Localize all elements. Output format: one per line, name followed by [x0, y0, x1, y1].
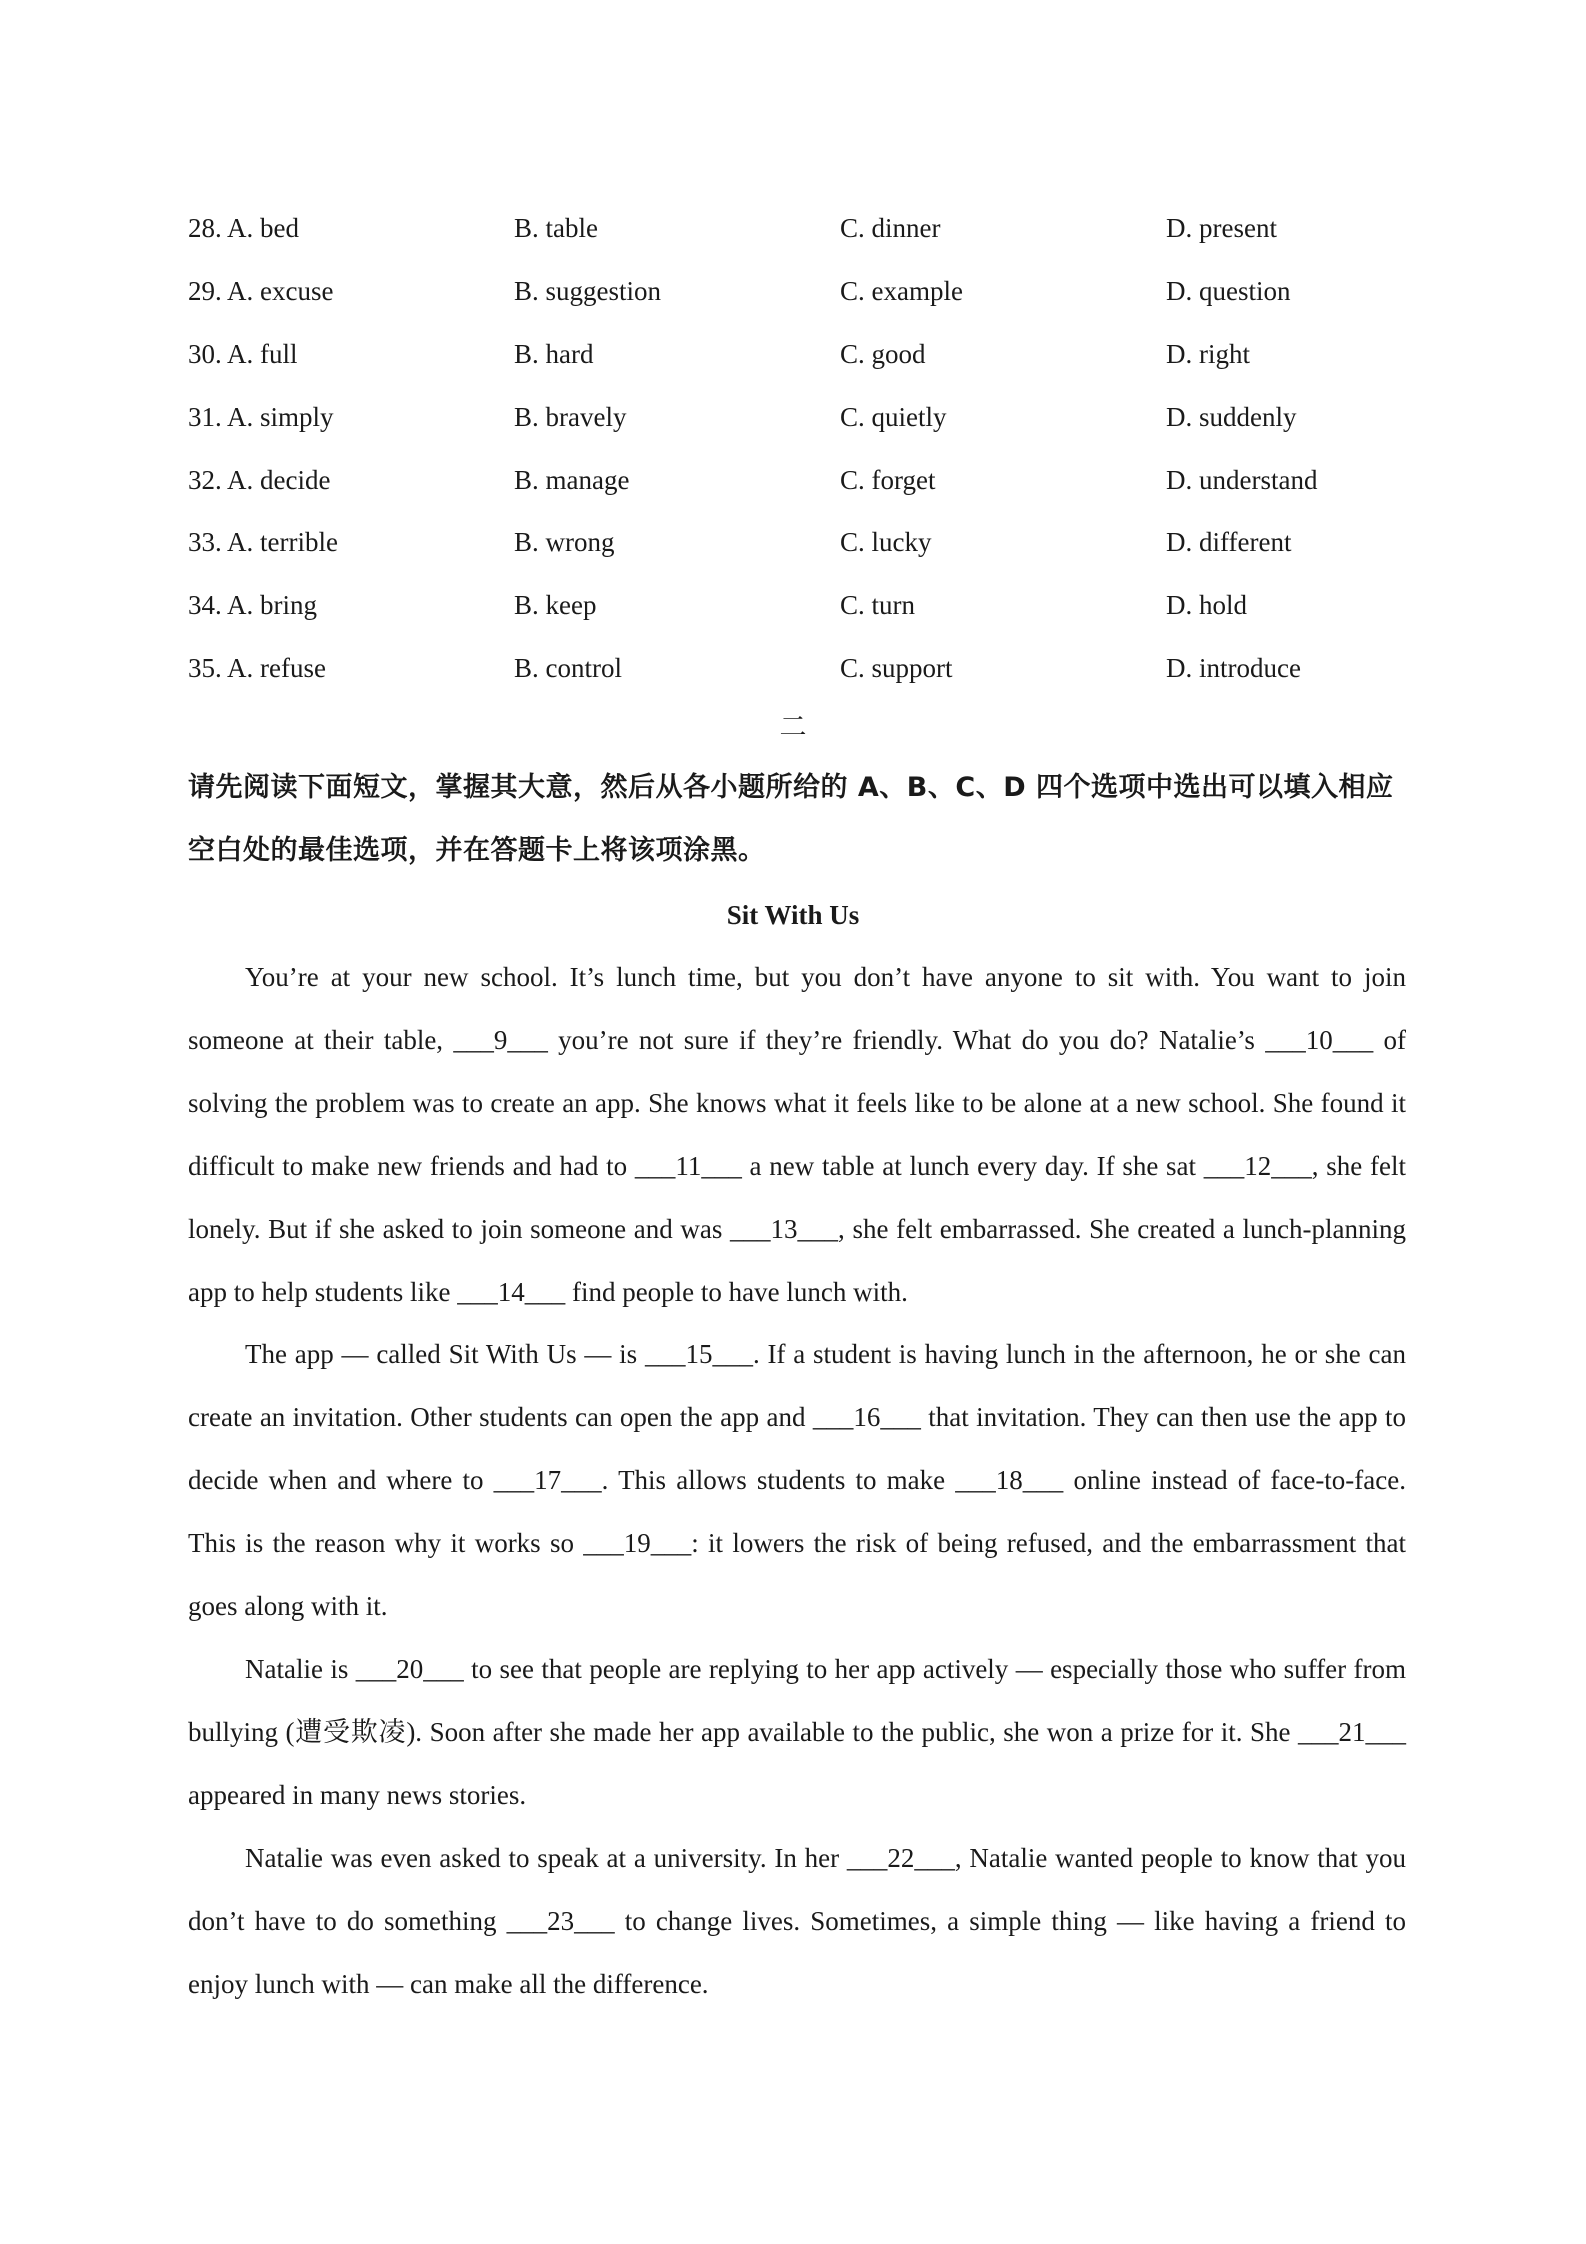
option-a: 33. A. terrible: [188, 527, 338, 558]
option-a: 28. A. bed: [188, 213, 299, 243]
answer-options-table: [188, 197, 1418, 700]
option-a: 32. A. decide: [188, 464, 331, 495]
option-c: C. turn: [840, 590, 916, 621]
option-c: C. support: [840, 653, 953, 684]
option-row: [188, 323, 1418, 386]
option-row: [188, 260, 1418, 323]
option-c: C. quietly: [840, 401, 947, 432]
option-b: B. table: [514, 213, 598, 243]
option-b: B. manage: [514, 464, 630, 495]
option-d: D. understand: [1166, 464, 1318, 495]
option-d: D. question: [1166, 275, 1291, 306]
option-b: B. keep: [514, 590, 597, 621]
option-a: 30. A. full: [188, 338, 298, 369]
option-d: D. different: [1166, 527, 1292, 558]
option-c: C. dinner: [840, 213, 941, 243]
option-row: [188, 449, 1418, 512]
section-number: 二: [779, 712, 807, 743]
option-c: C. good: [840, 338, 926, 369]
passage-paragraph: The app — called Sit With Us — is ___15___. If a student is having lunch in the afternoon, he or she can create an invitation. Other students can open the app and ___16___ that invitation. They can then use the app to decide when and where to ___17___. This allows students to make ___18___ online instead of face-to-face. This is the reason why it works so ___19___: it lowers the risk of being refused, and the embarrassment that goes along with it.: [188, 1339, 1406, 1622]
option-d: D. introduce: [1166, 653, 1301, 684]
option-b: B. suggestion: [514, 275, 662, 306]
option-b: B. wrong: [514, 527, 615, 558]
option-c: C. example: [840, 275, 963, 306]
option-d: D. suddenly: [1166, 401, 1297, 432]
option-c: C. lucky: [840, 527, 932, 558]
option-b: B. bravely: [514, 401, 627, 432]
option-row: [188, 574, 1418, 637]
option-c: C. forget: [840, 464, 936, 495]
option-row: [188, 511, 1418, 574]
section-instruction: 请先阅读下面短文，掌握其大意，然后从各小题所给的 A、B、C、D 四个选项中选出可以填入相应空白处的最佳选项，并在答题卡上将该项涂黑。: [188, 772, 1394, 866]
option-row: [188, 197, 1418, 260]
passage-paragraph: You’re at your new school. It’s lunch time, but you don’t have anyone to sit with. You want to join someone at their table, ___9___ you’re not sure if they’re friendly. What do you do? Natalie’s ___10___ of solving the problem was to create an app. She knows what it feels like to be alone at a new school. She found it difficult to make new friends and had to ___11___ a new table at lunch every day. If she sat ___12___, she felt lonely. But if she asked to join someone and was ___13___, she felt embarrassed. She created a lunch-planning app to help students like ___14___ find people to have lunch with.: [188, 962, 1406, 1307]
option-row: [188, 637, 1418, 700]
passage-body: [188, 946, 1406, 2015]
option-b: B. hard: [514, 338, 594, 369]
passage-title: Sit With Us: [726, 900, 860, 930]
option-a: 29. A. excuse: [188, 275, 334, 306]
passage-paragraph: Natalie is ___20___ to see that people are replying to her app actively — especially those who suffer from bullying (遭受欺凌). Soon after she made her app available to the public, she won a prize for it. She ___21___ appeared in many news stories.: [188, 1653, 1406, 1810]
option-d: D. right: [1166, 338, 1250, 369]
option-row: [188, 386, 1418, 449]
passage-paragraph: Natalie was even asked to speak at a university. In her ___22___, Natalie wanted people to know that you don’t have to do something ___23___ to change lives. Sometimes, a simple thing — like having a friend to enjoy lunch with — can make all the difference.: [188, 1842, 1406, 1999]
option-a: 31. A. simply: [188, 401, 334, 432]
option-a: 35. A. refuse: [188, 653, 326, 684]
option-a: 34. A. bring: [188, 590, 318, 621]
option-d: D. hold: [1166, 590, 1247, 621]
option-b: B. control: [514, 653, 622, 684]
option-d: D. present: [1166, 213, 1277, 243]
